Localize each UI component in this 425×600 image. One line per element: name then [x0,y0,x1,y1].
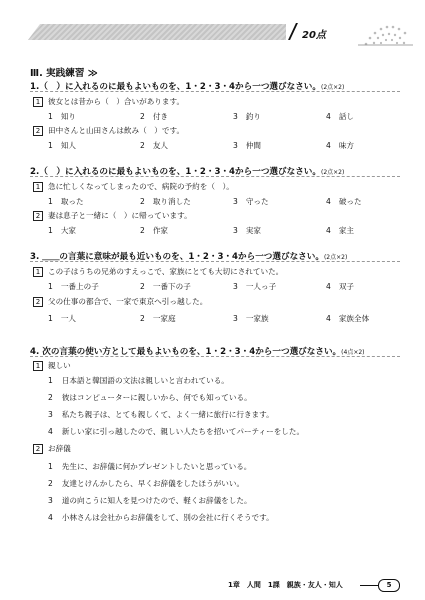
option[interactable]: 取り消した [152,197,191,206]
page-number: 5 [378,579,400,592]
option[interactable]: 知り [60,112,77,121]
divider [30,356,400,357]
option[interactable]: 一家族 [245,314,269,323]
option[interactable]: 一人っ子 [245,282,277,291]
q3-item-2 [33,296,207,307]
option[interactable]: 取った [60,197,84,206]
item-text: 田中さんと山田さんは飲み（ ）です。 [48,126,185,135]
footer-rule [360,585,378,586]
question-3-instruction: 3. ＿＿の言葉に意味が最も近いものを、1・2・3・4から一つ選びなさい。 [30,252,324,262]
slash-mark [288,23,298,40]
q1-item-2 [33,125,184,136]
option[interactable]: 一番上の子 [60,282,99,291]
sentence-text: 私たち親子は、とても親しくて、よく一緒に旅行に行きます。 [61,410,274,419]
item-number-box: 1 [33,182,43,192]
divider [30,176,400,177]
option[interactable]: 釣り [245,112,262,121]
option[interactable]: 味方 [338,141,355,150]
item-text: 急に忙しくなってしまったので、病院の予約を（ ）。 [48,182,234,191]
item-number-box: 2 [33,126,43,136]
score-banner [28,18,413,46]
score-box [286,21,358,43]
item-text: 妻は息子と一緒に（ ）に帰っています。 [48,211,192,220]
item-text: 彼女とは昔から（ ）合いがあります。 [48,97,185,106]
item-number-box: 1 [33,267,43,277]
divider [30,91,400,92]
item-text: この子はうちの兄弟のすえっこで、家族にとても大切にされていた。 [48,267,284,276]
question-4-points: (4点×2) [341,349,365,356]
question-2-instruction: 2.（ ）に入れるのに最もよいものを、1・2・3・4から一つ選びなさい。 [30,167,321,177]
divider [30,261,400,262]
q2-item-2 [33,210,192,221]
banner-stripe [28,24,328,40]
q4-group-2-sentence[interactable]: 1 先生に、お辞儀に何かプレゼントしたいと思っている。 [48,462,252,471]
option[interactable]: 双子 [338,282,355,291]
q4-group-1-sentence[interactable]: 4 新しい家に引っ越したので、親しい人たちを招いてパーティーをした。 [48,427,305,436]
sentence-text: 彼はコンピューターに親しいから、何でも知っている。 [61,393,252,402]
item-number-box: 2 [33,297,43,307]
q3-item-1 [33,266,283,277]
q4-group-1-sentence[interactable]: 2 彼はコンピューターに親しいから、何でも知っている。 [48,393,252,402]
section-title: Ⅲ. 実践練習 ≫ [30,68,98,79]
q4-group-1-word [33,360,71,371]
question-3-points: (2点×2) [323,254,348,261]
sentence-text: 先生に、お辞儀に何かプレゼントしたいと思っている。 [61,462,252,471]
option[interactable]: 一番下の子 [152,282,191,291]
item-number-box: 1 [33,97,43,107]
option[interactable]: 家族全体 [338,314,370,323]
target-word: 親しい [48,361,71,370]
sentence-text: 友達とけんかしたら、早くお辞儀をしたほうがいい。 [61,479,245,488]
sentence-text: 新しい家に引っ越したので、親しい人たちを招いてパーティーをした。 [61,427,305,436]
question-1-points: (2点×2) [320,84,345,91]
option[interactable]: 大家 [60,226,77,235]
target-word: お辞儀 [48,444,71,453]
option[interactable]: 一人 [60,314,77,323]
q4-group-2-sentence[interactable]: 2 友達とけんかしたら、早くお辞儀をしたほうがいい。 [48,479,245,488]
sentence-text: 日本語と韓国語の文法は親しいと言われている。 [61,376,229,385]
item-text: 父の仕事の都合で、一家で東京へ引っ越した。 [48,297,208,306]
option[interactable]: 守った [245,197,269,206]
q2-item-1 [33,181,234,192]
option[interactable]: 友人 [152,141,169,150]
sentence-text: 小林さんは会社からお辞儀をして、別の会社に行くそうです。 [61,513,274,522]
option[interactable]: 仲間 [245,141,262,150]
question-4-instruction: 4. 次の言葉の使い方として最もよいものを、1・2・3・4から一つ選びなさい。 [30,347,342,357]
option[interactable]: 話し [338,112,355,121]
q4-group-2-sentence[interactable]: 3 道の向こうに知人を見つけたので、軽くお辞儀をした。 [48,496,252,505]
q1-item-1 [33,96,184,107]
chapter-label: 1章 人間 1課 親族・友人・知人 [228,581,343,589]
item-number-box: 2 [33,444,43,454]
sentence-text: 道の向こうに知人を見つけたので、軽くお辞儀をした。 [61,496,252,505]
option[interactable]: 一家庭 [152,314,176,323]
q4-group-2-word [33,443,71,454]
question-1-instruction: 1.（ ）に入れるのに最もよいものを、1・2・3・4から一つ選びなさい。 [30,82,321,92]
item-number-box: 2 [33,211,43,221]
page-footer [228,580,398,592]
q4-group-1-sentence[interactable]: 3 私たち親子は、とても親しくて、よく一緒に旅行に行きます。 [48,410,274,419]
option[interactable]: 家主 [338,226,355,235]
option[interactable]: 知人 [60,141,77,150]
fan-decoration-icon [358,18,413,46]
option[interactable]: 作家 [152,226,169,235]
option[interactable]: 破った [338,197,362,206]
option[interactable]: 実家 [245,226,262,235]
score-points: 20点 [302,30,326,41]
question-2-points: (2点×2) [320,169,345,176]
q4-group-1-sentence[interactable]: 1 日本語と韓国語の文法は親しいと言われている。 [48,376,229,385]
item-number-box: 1 [33,361,43,371]
q4-group-2-sentence[interactable]: 4 小林さんは会社からお辞儀をして、別の会社に行くそうです。 [48,513,274,522]
option[interactable]: 付き [152,112,169,121]
